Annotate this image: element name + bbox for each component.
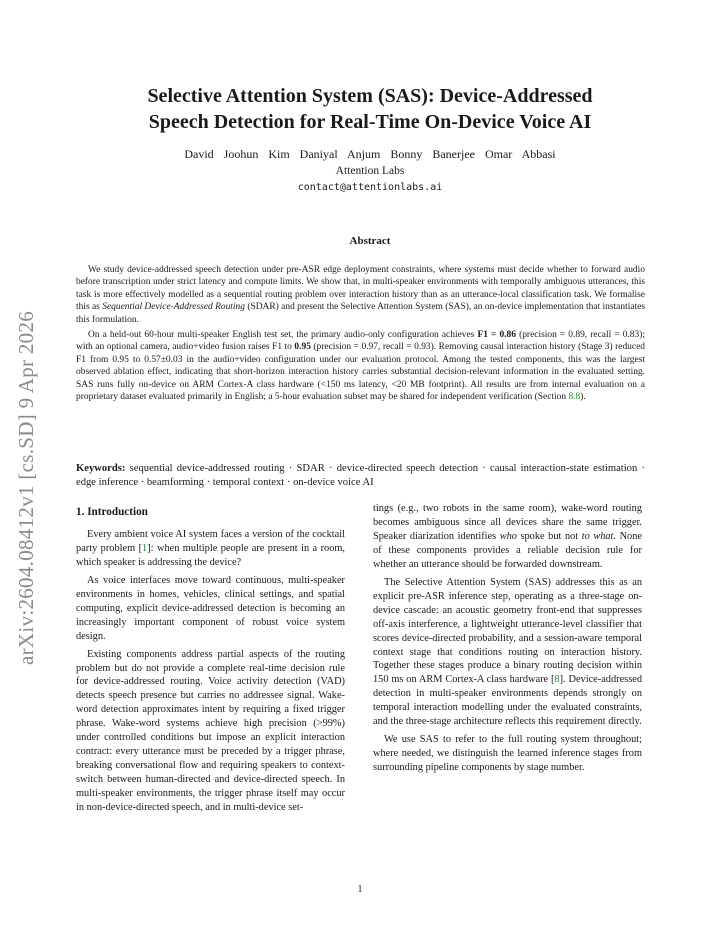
author-list: David Joohun Kim Daniyal Anjum Bonny Banerjee Omar Abbasi [184, 147, 556, 161]
title-line-2: Speech Detection for Real-Time On-Device Voice AI [148, 111, 592, 133]
affiliation: Attention Labs [335, 165, 405, 177]
keywords-label: Keywords: [76, 463, 126, 474]
intro-paragraph-3: Existing components address partial aspects of the routing problem but do not provide a complete real-time decision rule for device-addressed routing. Voice activity detection (VAD) detects speech presence but carries no addressee signal. Wake-word detection approximates intent by requiring a fixed trigger phrase. Wake-word systems achieve high precision (>99%) under controlled conditions but impose an explicit interaction contract: every utterance must be preceded by a trigger phrase, breaking conversational flow and requiring speakers to context-switch between human-directed and device-directed speech. In multi-speaker environments, the trigger phrase itself may occur in non-device-directed speech, and in multi-device set- [76, 648, 345, 814]
right-column [373, 502, 642, 779]
keywords [76, 462, 645, 490]
intro-paragraph-4: The Selective Attention System (SAS) addresses this as an explicit pre-ASR inference step, operating as a three-stage on-device cascade: an acoustic geometry front-end that suppresses off-axis interference, a lightweight utterance-level classifier that scores device-directed probability, and a session-aware temporal context stage that conditions routing on interaction history. Together these stages produce a binary routing decision within 150 ms on ARM Cortex-A class hardware [8]. Device-addressed detection in multi-speaker environments depends strongly on temporal interaction modelling under the evaluated constraints, and the three-stage architecture reflects this requirement directly. [373, 576, 642, 728]
intro-paragraph-5: We use SAS to refer to the full routing system throughout; where needed, we distinguish the learned inference stages from surrounding pipeline components by stage number. [373, 734, 642, 774]
keywords-text: sequential device-addressed routing · SDAR · device-directed speech detection · causal interaction-state estimation · edge inference · beamforming · temporal context · on-device voice AI [76, 463, 645, 488]
section-heading-introduction: 1. Introduction [76, 506, 148, 518]
citation-link[interactable]: 1 [142, 542, 148, 554]
paper-title [80, 83, 660, 135]
abstract-body [76, 264, 645, 403]
left-column [76, 506, 345, 819]
title-line-1: Selective Attention System (SAS): Device-Addressed [147, 85, 593, 107]
page-number: 1 [357, 884, 363, 895]
abstract-paragraph-1: We study device-addressed speech detection under pre-ASR edge deployment constraints, where systems must decide whether to forward audio before transcription under strict latency and compute limits. We show that, in multi-speaker environments with temporally ambiguous utterances, this task is more effectively modelled as a sequential routing problem over interaction history than as an utterance-local classification task. We formalise this as Sequential Device-Addressed Routing (SDAR) and present the Selective Attention System (SAS), an on-device implementation that instantiates this formulation. [76, 265, 645, 325]
arxiv-identifier: arXiv:2604.08412v1 [cs.SD] 9 Apr 2026 [14, 310, 38, 665]
section-reference-link[interactable]: 8.8 [568, 392, 581, 403]
contact-email: contact@attentionlabs.ai [297, 182, 443, 193]
intro-paragraph-1: Every ambient voice AI system faces a version of the cocktail party problem [1]: when multiple people are present in a room, which speaker is addressing the device? [76, 528, 346, 568]
intro-paragraph-2: As voice interfaces move toward continuous, multi-speaker environments in homes, vehicles, clinical settings, and spatial computing, explicit device-addressed detection is becoming an increasingly important component of robust voice system design. [76, 574, 345, 642]
abstract-heading: Abstract [349, 235, 391, 247]
intro-paragraph-3-continued: tings (e.g., two robots in the same room), wake-word routing becomes ambiguous since all devices share the same trigger. Speaker diarization identifies who spoke but not to what. None of these components provides a reliable decision rule for whether an utterance should be forwarded downstream. [373, 503, 642, 570]
citation-link[interactable]: 8 [554, 674, 560, 686]
abstract-paragraph-2: On a held-out 60-hour multi-speaker English test set, the primary audio-only configuration achieves F1 = 0.86 (precision = 0.89, recall = 0.83); with an optional camera, audio+video fusion raises F1 to 0.95 (precision = 0.97, recall = 0.93). Removing causal interaction history (Stage 3) reduced F1 from 0.95 to 0.57±0.03 in the audio+video configuration under our evaluation protocol. Among the tested components, this was the largest observed ablation effect, indicating that short-horizon interaction history carries substantial decision-relevant information in the evaluated setting. SAS runs fully on-device on ARM Cortex-A class hardware (<150 ms latency, <20 MB footprint). All results are from internal evaluation on a proprietary dataset evaluated primarily in English; a 5-hour evaluation subset may be shared for independent verification (Section 8.8). [76, 330, 645, 403]
